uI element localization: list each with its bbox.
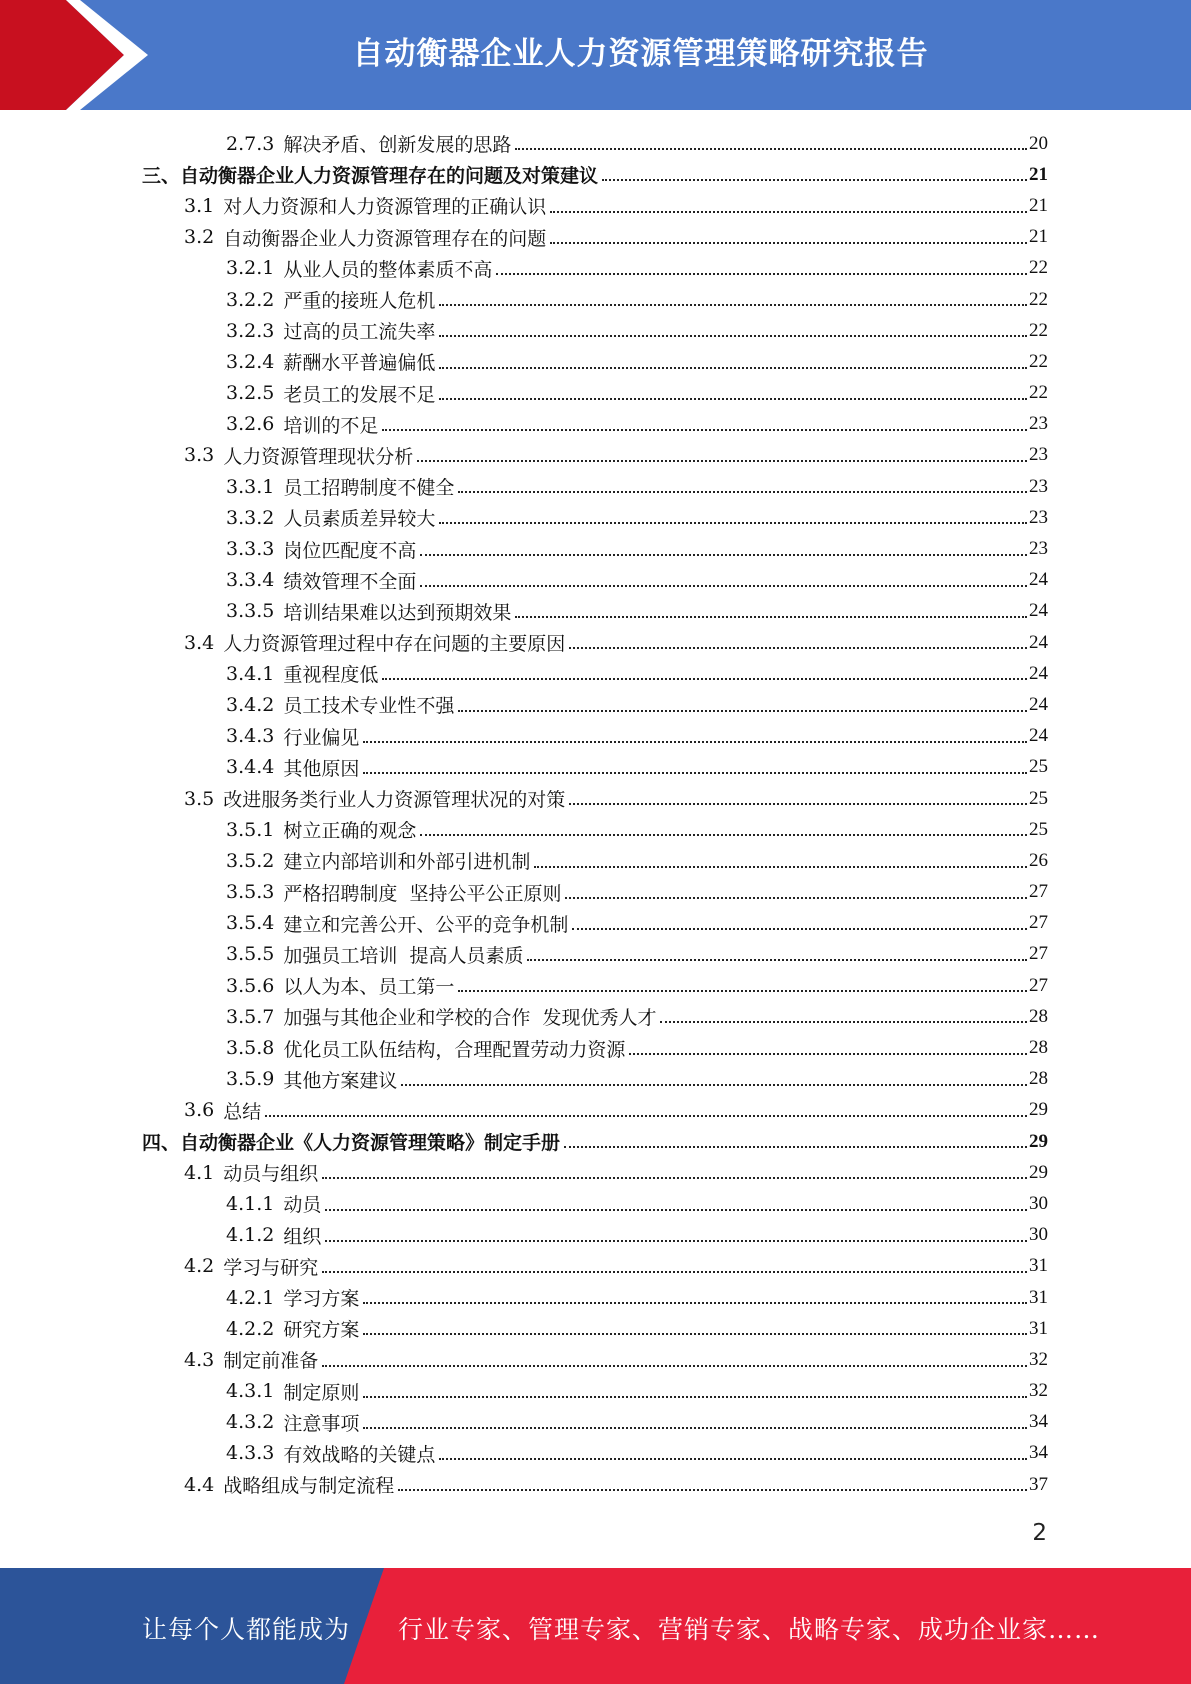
toc-entry[interactable] bbox=[142, 1001, 1048, 1032]
toc-entry[interactable] bbox=[142, 1032, 1048, 1063]
toc-entry-number: 4.1.2 bbox=[226, 1224, 275, 1247]
toc-entry-title: 培训结果难以达到预期效果 bbox=[283, 601, 512, 624]
toc-entry-page: 22 bbox=[1029, 319, 1048, 341]
table-of-contents bbox=[142, 128, 1048, 1500]
toc-entry[interactable] bbox=[142, 1095, 1048, 1126]
toc-entry-title: 人力资源管理现状分析 bbox=[223, 445, 414, 468]
toc-entry[interactable] bbox=[142, 565, 1048, 596]
toc-leader-dots bbox=[398, 1489, 1027, 1491]
toc-entry[interactable] bbox=[142, 721, 1048, 752]
toc-leader-dots bbox=[322, 1365, 1027, 1367]
toc-entry-number: 3.5.3 bbox=[226, 881, 275, 904]
toc-entry-number: 3.2.6 bbox=[226, 413, 275, 436]
toc-leader-dots bbox=[420, 585, 1027, 587]
toc-leader-dots bbox=[458, 710, 1027, 712]
toc-entry-title: 过高的员工流失率 bbox=[283, 321, 436, 344]
toc-entry-number: 3.2 bbox=[184, 226, 215, 249]
toc-entry[interactable] bbox=[142, 502, 1048, 533]
toc-entry-page: 22 bbox=[1029, 350, 1048, 372]
toc-leader-dots bbox=[439, 1458, 1027, 1460]
toc-entry-number: 4.3.3 bbox=[226, 1442, 275, 1465]
toc-leader-dots bbox=[382, 429, 1027, 431]
toc-entry[interactable] bbox=[142, 1064, 1048, 1095]
toc-entry-page: 34 bbox=[1029, 1411, 1048, 1433]
toc-leader-dots bbox=[417, 460, 1027, 462]
toc-entry-page: 24 bbox=[1029, 600, 1048, 622]
toc-leader-dots bbox=[420, 834, 1027, 836]
toc-leader-dots bbox=[322, 1271, 1027, 1273]
toc-entry[interactable] bbox=[142, 409, 1048, 440]
toc-entry-page: 23 bbox=[1029, 444, 1048, 466]
toc-entry-number: 3.5 bbox=[184, 787, 215, 810]
toc-entry[interactable] bbox=[142, 1188, 1048, 1219]
toc-entry[interactable] bbox=[142, 128, 1048, 159]
toc-entry-page: 23 bbox=[1029, 538, 1048, 560]
toc-entry-title: 解决矛盾、创新发展的思路 bbox=[283, 134, 512, 157]
toc-entry[interactable] bbox=[142, 1157, 1048, 1188]
toc-entry-title: 学习方案 bbox=[283, 1288, 360, 1311]
toc-leader-dots bbox=[602, 179, 1027, 181]
toc-entry-page: 21 bbox=[1029, 194, 1048, 216]
toc-entry[interactable] bbox=[142, 1251, 1048, 1282]
toc-leader-dots bbox=[363, 772, 1027, 774]
toc-entry-number: 4.3 bbox=[184, 1348, 215, 1371]
toc-entry-title: 以人为本、员工第一 bbox=[283, 976, 455, 999]
toc-entry-number: 4.1 bbox=[184, 1161, 215, 1184]
toc-entry-number: 3.5.9 bbox=[226, 1068, 275, 1091]
toc-leader-dots bbox=[439, 522, 1027, 524]
toc-leader-dots bbox=[439, 367, 1027, 369]
toc-entry-title: 加强员工培训 提高人员素质 bbox=[283, 944, 524, 967]
toc-entry-number: 4.2.2 bbox=[226, 1317, 275, 1340]
toc-leader-dots bbox=[550, 211, 1027, 213]
toc-leader-dots bbox=[564, 1146, 1027, 1148]
toc-entry[interactable] bbox=[142, 1469, 1048, 1500]
toc-entry[interactable] bbox=[142, 1344, 1048, 1375]
toc-entry-title: 建立和完善公开、公平的竞争机制 bbox=[283, 913, 569, 936]
toc-leader-dots bbox=[458, 990, 1027, 992]
toc-entry-title: 培训的不足 bbox=[283, 414, 379, 437]
toc-entry-number: 3.4.1 bbox=[226, 662, 275, 685]
toc-entry-page: 28 bbox=[1029, 1068, 1048, 1090]
toc-leader-dots bbox=[439, 398, 1027, 400]
toc-leader-dots bbox=[363, 1302, 1027, 1304]
toc-entry-page: 23 bbox=[1029, 475, 1048, 497]
toc-entry[interactable] bbox=[142, 970, 1048, 1001]
toc-entry-number: 3.3.5 bbox=[226, 600, 275, 623]
toc-entry[interactable] bbox=[142, 471, 1048, 502]
toc-leader-dots bbox=[572, 928, 1027, 930]
toc-entry[interactable] bbox=[142, 1438, 1048, 1469]
toc-entry-page: 28 bbox=[1029, 1005, 1048, 1027]
toc-entry-number: 3.2.5 bbox=[226, 382, 275, 405]
toc-entry-page: 25 bbox=[1029, 787, 1048, 809]
toc-leader-dots bbox=[325, 1240, 1027, 1242]
toc-entry-title: 绩效管理不全面 bbox=[283, 570, 417, 593]
toc-entry[interactable] bbox=[142, 346, 1048, 377]
toc-entry-number: 3.2.2 bbox=[226, 288, 275, 311]
toc-entry-page: 24 bbox=[1029, 569, 1048, 591]
toc-entry-title: 总结 bbox=[223, 1100, 262, 1123]
toc-entry-title: 优化员工队伍结构，合理配置劳动力资源 bbox=[283, 1038, 626, 1061]
toc-leader-dots bbox=[363, 741, 1027, 743]
toc-leader-dots bbox=[265, 1115, 1027, 1117]
toc-entry-title: 员工招聘制度不健全 bbox=[283, 477, 455, 500]
toc-entry-number: 3.3.4 bbox=[226, 569, 275, 592]
toc-entry-title: 树立正确的观念 bbox=[283, 820, 417, 843]
toc-leader-dots bbox=[363, 1333, 1027, 1335]
toc-entry-number: 3.2.3 bbox=[226, 319, 275, 342]
toc-entry-title: 自动衡器企业《人力资源管理策略》制定手册 bbox=[180, 1132, 561, 1155]
toc-entry[interactable] bbox=[142, 627, 1048, 658]
toc-entry-page: 30 bbox=[1029, 1192, 1048, 1214]
toc-entry-page: 25 bbox=[1029, 818, 1048, 840]
toc-entry-page: 22 bbox=[1029, 257, 1048, 279]
toc-entry[interactable] bbox=[142, 533, 1048, 564]
toc-entry-number: 3.3.3 bbox=[226, 538, 275, 561]
toc-entry-title: 动员 bbox=[283, 1194, 322, 1217]
toc-entry[interactable] bbox=[142, 190, 1048, 221]
toc-leader-dots bbox=[439, 335, 1027, 337]
toc-entry-number: 3.5.7 bbox=[226, 1005, 275, 1028]
toc-entry-title: 改进服务类行业人力资源管理状况的对策 bbox=[223, 789, 566, 812]
toc-entry-page: 37 bbox=[1029, 1473, 1048, 1495]
toc-entry-number: 3.1 bbox=[184, 194, 215, 217]
toc-leader-dots bbox=[569, 647, 1027, 649]
toc-entry-number: 3.4 bbox=[184, 631, 215, 654]
toc-entry-page: 23 bbox=[1029, 413, 1048, 435]
toc-entry-number: 4.2.1 bbox=[226, 1286, 275, 1309]
toc-entry-number: 3.5.6 bbox=[226, 974, 275, 997]
toc-entry-page: 27 bbox=[1029, 881, 1048, 903]
toc-entry-title: 行业偏见 bbox=[283, 726, 360, 749]
toc-entry-page: 32 bbox=[1029, 1348, 1048, 1370]
toc-entry-number: 4.2 bbox=[184, 1255, 215, 1278]
footer-slogan-right: 行业专家、管理专家、营销专家、战略专家、成功企业家…… bbox=[398, 1615, 1101, 1644]
toc-entry[interactable] bbox=[142, 1313, 1048, 1344]
toc-entry-page: 27 bbox=[1029, 912, 1048, 934]
toc-entry-title: 注意事项 bbox=[283, 1412, 360, 1435]
toc-entry[interactable] bbox=[142, 378, 1048, 409]
page-header bbox=[0, 0, 1191, 110]
toc-entry-title: 岗位匹配度不高 bbox=[283, 539, 417, 562]
toc-entry-title: 制定原则 bbox=[283, 1381, 360, 1404]
toc-entry-number: 4.3.1 bbox=[226, 1380, 275, 1403]
toc-entry[interactable] bbox=[142, 689, 1048, 720]
page-number: 2 bbox=[1032, 1520, 1047, 1546]
toc-entry[interactable] bbox=[142, 222, 1048, 253]
toc-entry-title: 人力资源管理过程中存在问题的主要原因 bbox=[223, 633, 566, 656]
toc-entry-number: 3.2.4 bbox=[226, 350, 275, 373]
toc-entry-number: 3.5.5 bbox=[226, 943, 275, 966]
toc-leader-dots bbox=[458, 491, 1027, 493]
toc-entry-number: 3.2.1 bbox=[226, 257, 275, 280]
toc-entry-number: 3.3.2 bbox=[226, 506, 275, 529]
toc-leader-dots bbox=[629, 1053, 1027, 1055]
toc-entry-page: 27 bbox=[1029, 974, 1048, 996]
toc-entry-title: 其他方案建议 bbox=[283, 1069, 398, 1092]
toc-entry-title: 自动衡器企业人力资源管理存在的问题 bbox=[223, 227, 547, 250]
toc-leader-dots bbox=[322, 1177, 1027, 1179]
toc-entry-number: 3.4.2 bbox=[226, 693, 275, 716]
toc-leader-dots bbox=[420, 554, 1027, 556]
toc-entry-title: 薪酬水平普遍偏低 bbox=[283, 352, 436, 375]
toc-entry-title: 战略组成与制定流程 bbox=[223, 1475, 395, 1498]
toc-entry[interactable] bbox=[142, 159, 1048, 190]
toc-entry-title: 加强与其他企业和学校的合作 发现优秀人才 bbox=[283, 1007, 657, 1030]
toc-leader-dots bbox=[363, 1427, 1027, 1429]
toc-entry[interactable] bbox=[142, 596, 1048, 627]
toc-entry-number: 3.6 bbox=[184, 1099, 215, 1122]
toc-entry-page: 24 bbox=[1029, 725, 1048, 747]
toc-entry-number: 三、 bbox=[142, 165, 181, 188]
toc-entry[interactable] bbox=[142, 814, 1048, 845]
toc-entry-number: 3.5.8 bbox=[226, 1037, 275, 1060]
toc-entry-page: 21 bbox=[1029, 226, 1048, 248]
toc-entry[interactable] bbox=[142, 845, 1048, 876]
toc-leader-dots bbox=[550, 242, 1027, 244]
toc-entry-title: 研究方案 bbox=[283, 1319, 360, 1342]
toc-entry[interactable] bbox=[142, 877, 1048, 908]
toc-entry-title: 有效战略的关键点 bbox=[283, 1443, 436, 1466]
toc-entry-page: 22 bbox=[1029, 382, 1048, 404]
toc-leader-dots bbox=[534, 866, 1027, 868]
toc-entry-title: 老员工的发展不足 bbox=[283, 383, 436, 406]
toc-leader-dots bbox=[527, 959, 1027, 961]
toc-entry-title: 学习与研究 bbox=[223, 1256, 319, 1279]
toc-leader-dots bbox=[515, 148, 1027, 150]
toc-entry-title: 员工技术专业性不强 bbox=[283, 695, 455, 718]
toc-leader-dots bbox=[325, 1209, 1027, 1211]
toc-entry-title: 其他原因 bbox=[283, 757, 360, 780]
toc-entry-page: 30 bbox=[1029, 1224, 1048, 1246]
footer-slogan-left: 让每个人都能成为 bbox=[142, 1615, 351, 1644]
toc-entry-title: 重视程度低 bbox=[283, 664, 379, 687]
toc-entry-number: 3.5.2 bbox=[226, 849, 275, 872]
toc-entry-title: 对人力资源和人力资源管理的正确认识 bbox=[223, 196, 547, 219]
toc-entry-page: 24 bbox=[1029, 662, 1048, 684]
toc-entry-page: 32 bbox=[1029, 1380, 1048, 1402]
toc-entry-title: 自动衡器企业人力资源管理存在的问题及对策建议 bbox=[180, 165, 599, 188]
toc-entry-page: 28 bbox=[1029, 1037, 1048, 1059]
toc-entry-page: 22 bbox=[1029, 288, 1048, 310]
toc-leader-dots bbox=[439, 304, 1027, 306]
toc-entry-title: 严重的接班人危机 bbox=[283, 290, 436, 313]
toc-entry[interactable] bbox=[142, 315, 1048, 346]
toc-leader-dots bbox=[363, 1396, 1027, 1398]
toc-entry[interactable] bbox=[142, 783, 1048, 814]
toc-entry[interactable] bbox=[142, 440, 1048, 471]
toc-entry-number: 3.3 bbox=[184, 444, 215, 467]
toc-leader-dots bbox=[565, 897, 1027, 899]
toc-leader-dots bbox=[401, 1084, 1027, 1086]
toc-entry-page: 23 bbox=[1029, 506, 1048, 528]
toc-entry-number: 2.7.3 bbox=[226, 132, 275, 155]
toc-leader-dots bbox=[515, 616, 1027, 618]
toc-entry-page: 29 bbox=[1029, 1161, 1048, 1183]
toc-entry-number: 3.5.4 bbox=[226, 912, 275, 935]
toc-entry-page: 31 bbox=[1029, 1286, 1048, 1308]
page-footer bbox=[0, 1568, 1191, 1684]
toc-entry-page: 31 bbox=[1029, 1255, 1048, 1277]
toc-entry-number: 3.5.1 bbox=[226, 818, 275, 841]
toc-entry-number: 3.4.3 bbox=[226, 725, 275, 748]
toc-entry-page: 21 bbox=[1029, 163, 1048, 185]
toc-entry-number: 3.3.1 bbox=[226, 475, 275, 498]
toc-entry-page: 29 bbox=[1029, 1130, 1048, 1152]
toc-entry-title: 人员素质差异较大 bbox=[283, 508, 436, 531]
toc-entry-page: 34 bbox=[1029, 1442, 1048, 1464]
document-title: 自动衡器企业人力资源管理策略研究报告 bbox=[352, 36, 929, 72]
toc-entry[interactable] bbox=[142, 1282, 1048, 1313]
toc-entry-title: 建立内部培训和外部引进机制 bbox=[283, 851, 531, 874]
toc-entry[interactable] bbox=[142, 752, 1048, 783]
toc-entry[interactable] bbox=[142, 284, 1048, 315]
toc-entry[interactable] bbox=[142, 1407, 1048, 1438]
toc-entry[interactable] bbox=[142, 1126, 1048, 1157]
toc-entry[interactable] bbox=[142, 253, 1048, 284]
toc-entry-page: 29 bbox=[1029, 1099, 1048, 1121]
toc-entry-page: 24 bbox=[1029, 631, 1048, 653]
toc-entry-number: 4.4 bbox=[184, 1473, 215, 1496]
toc-entry-number: 4.1.1 bbox=[226, 1192, 275, 1215]
toc-entry-title: 制定前准备 bbox=[223, 1350, 319, 1373]
toc-leader-dots bbox=[660, 1021, 1027, 1023]
toc-entry[interactable] bbox=[142, 1376, 1048, 1407]
toc-entry-title: 严格招聘制度 坚持公平公正原则 bbox=[283, 882, 562, 905]
toc-entry[interactable] bbox=[142, 658, 1048, 689]
toc-entry-page: 31 bbox=[1029, 1317, 1048, 1339]
toc-entry-title: 组织 bbox=[283, 1225, 322, 1248]
toc-leader-dots bbox=[382, 678, 1027, 680]
toc-entry-page: 27 bbox=[1029, 943, 1048, 965]
toc-entry-title: 从业人员的整体素质不高 bbox=[283, 258, 493, 281]
toc-entry-page: 25 bbox=[1029, 756, 1048, 778]
toc-entry-page: 24 bbox=[1029, 693, 1048, 715]
toc-entry[interactable] bbox=[142, 908, 1048, 939]
toc-entry[interactable] bbox=[142, 939, 1048, 970]
toc-leader-dots bbox=[496, 273, 1027, 275]
toc-leader-dots bbox=[569, 803, 1027, 805]
toc-entry[interactable] bbox=[142, 1220, 1048, 1251]
toc-entry-page: 20 bbox=[1029, 132, 1048, 154]
toc-entry-number: 3.4.4 bbox=[226, 756, 275, 779]
toc-entry-title: 动员与组织 bbox=[223, 1163, 319, 1186]
toc-entry-number: 4.3.2 bbox=[226, 1411, 275, 1434]
toc-entry-number: 四、 bbox=[142, 1132, 181, 1155]
toc-entry-page: 26 bbox=[1029, 849, 1048, 871]
